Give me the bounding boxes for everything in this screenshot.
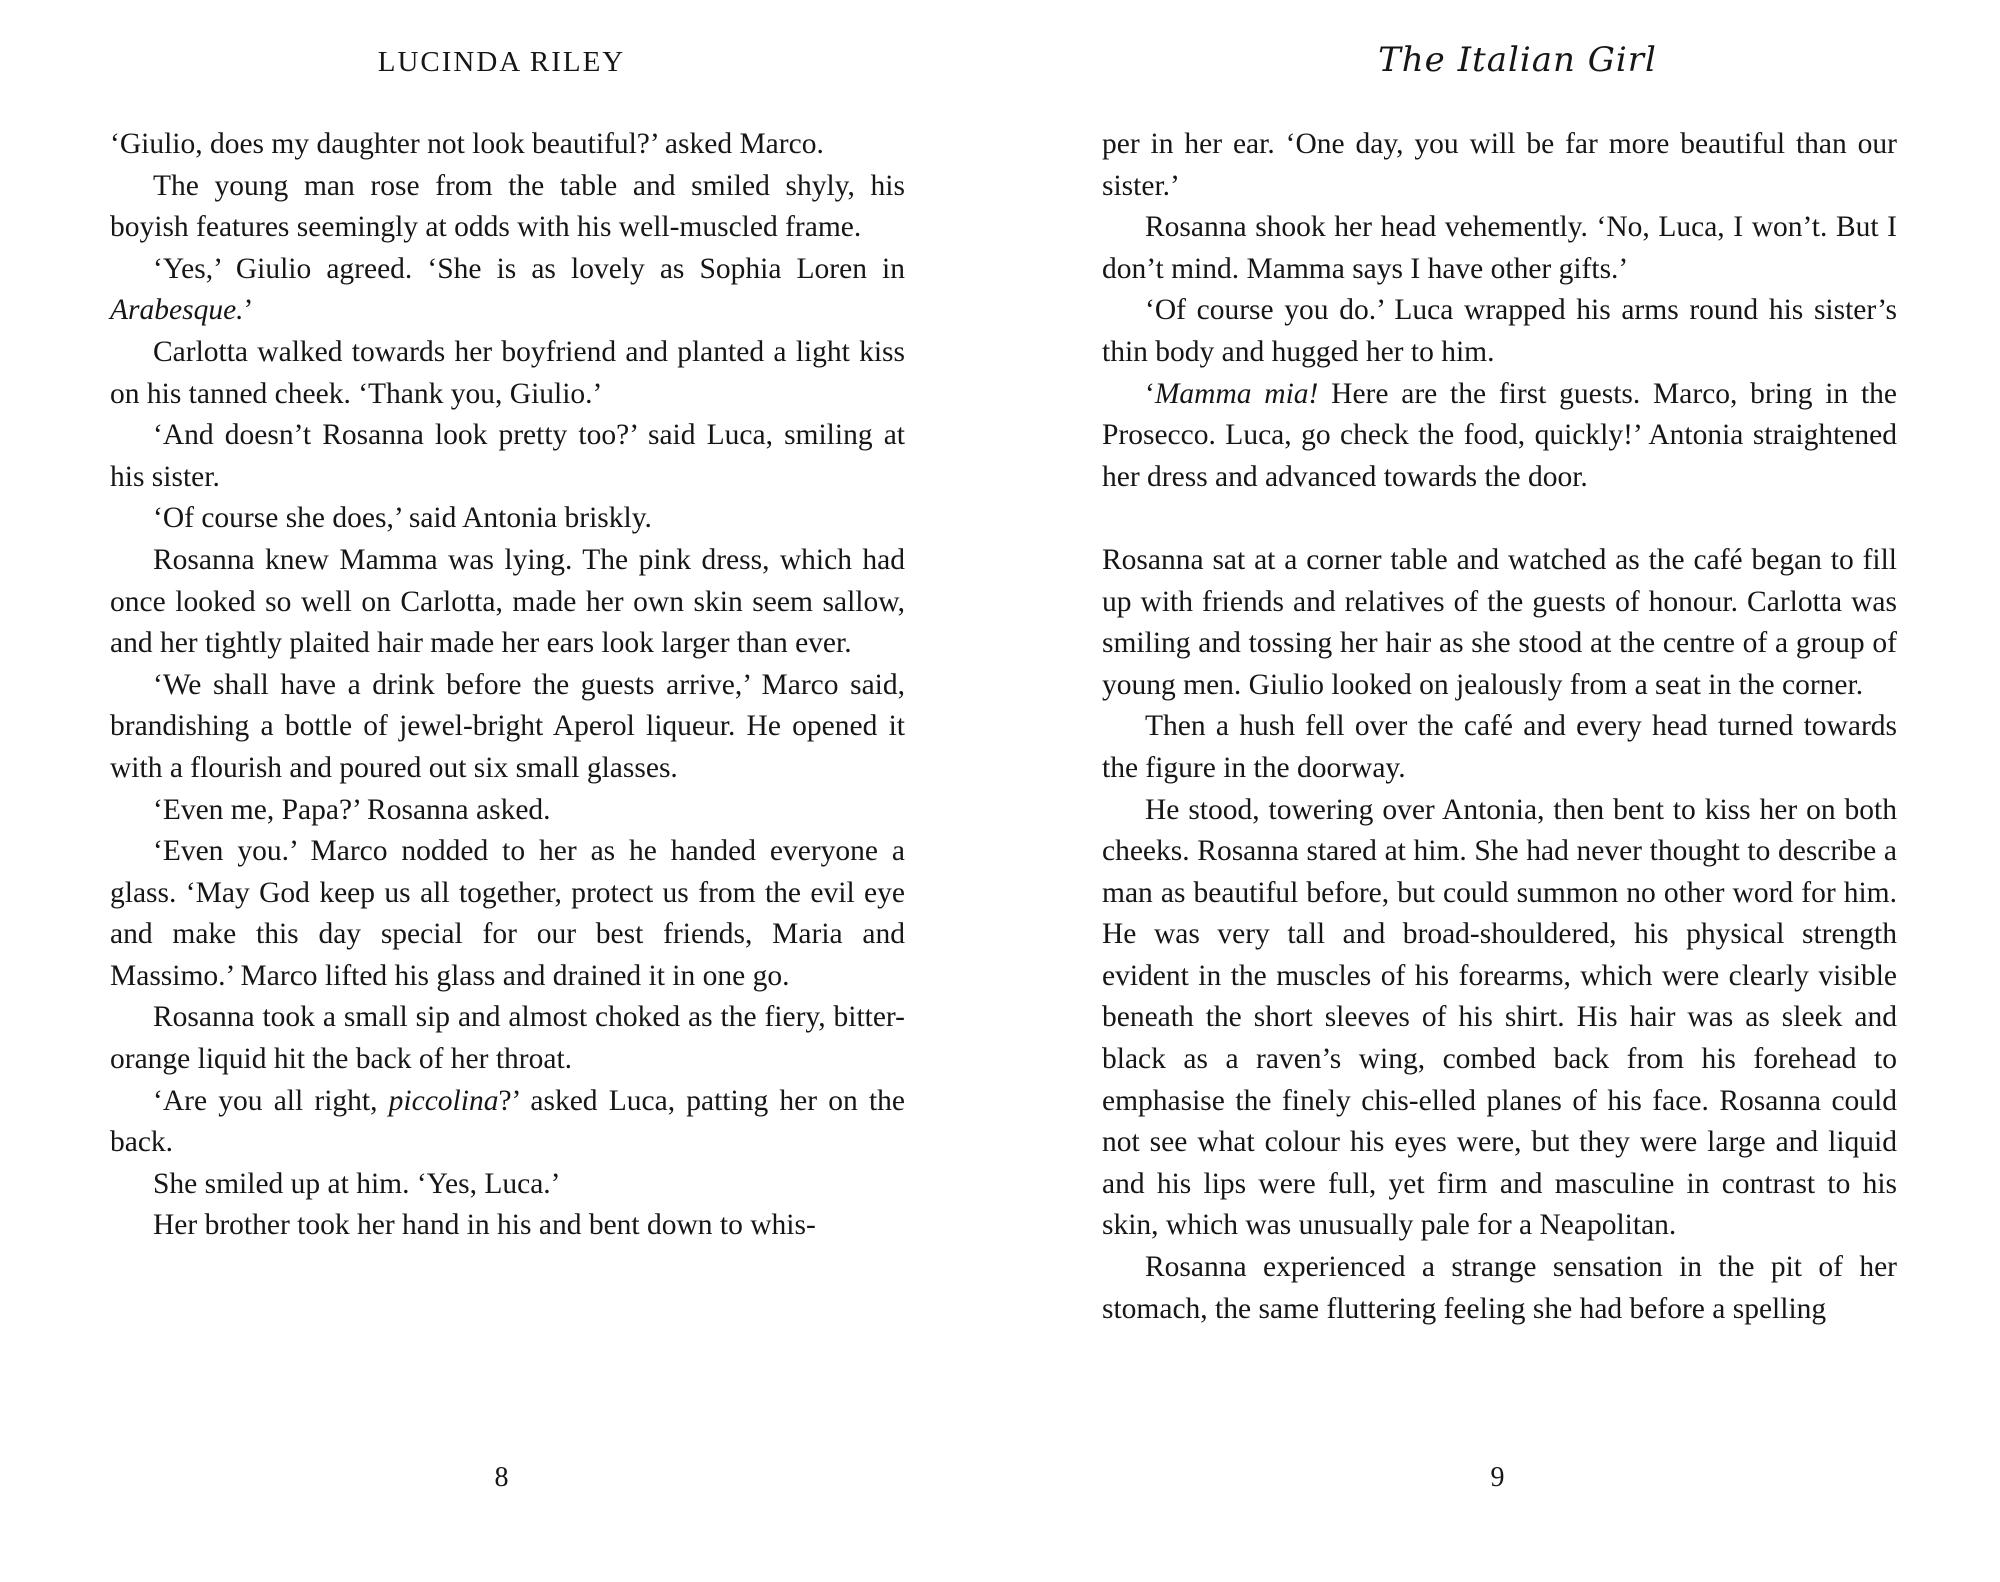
paragraph: Rosanna took a small sip and almost choked as the fiery, bitter-orange liquid hit the back of her throat. (110, 1001, 905, 1076)
paragraph: ‘Giulio, does my daughter not look beautiful?’ asked Marco. (110, 128, 824, 160)
paragraph: Rosanna shook her head vehemently. ‘No, Luca, I won’t. But I don’t mind. Mamma says I have other gifts.’ (1102, 211, 1897, 285)
running-head-author: LUCINDA RILEY (377, 46, 626, 78)
running-head-title: The Italian Girl (1378, 40, 1657, 80)
paragraph: Her brother took her hand in his and bent down to whis- (153, 1209, 816, 1242)
page-number: 9 (1490, 1462, 1505, 1493)
right-page-body (1102, 124, 1897, 1330)
paragraph: He stood, towering over Antonia, then bent to kiss her on both cheeks. Rosanna stared at him. She had never thought to describe a man as beautiful before, but could summon no other word for him. He was very tall and broad-shouldered, his physical strength evident in the muscles of his forearms, which were clearly visible beneath the short sleeves of his shirt. His hair was as sleek and black as a raven’s wing, combed back from his forehead to emphasise the finely chis-elled planes of his face. Rosanna could not see what colour his eyes were, but they were large and liquid and his lips were full, yet firm and masculine in contrast to his skin, which was unusually pale for a Neapolitan. (1102, 793, 1897, 1242)
paragraph: The young man rose from the table and smiled shyly, his boyish features seemingly at odds with his well-muscled frame. (110, 169, 905, 244)
paragraph: ‘Mamma mia! Here are the first guests. Marco, bring in the Prosecco. Luca, go check the food, quickly!’ Antonia straightened her dress and advanced towards the door. (1102, 377, 1897, 493)
paragraph: ‘Of course you do.’ Luca wrapped his arms round his sister’s thin body and hugged her to him. (1102, 294, 1897, 368)
paragraph: ‘Are you all right, piccolina?’ asked Luca, patting her on the back. (110, 1084, 905, 1159)
paragraph: Rosanna knew Mamma was lying. The pink dress, which had once looked so well on Carlotta, made her own skin seem sallow, and her tightly plaited hair made her ears look larger than ever. (110, 543, 905, 660)
paragraph: Rosanna experienced a strange sensation in the pit of her stomach, the same fluttering feeling she had before a spelling (1102, 1251, 1897, 1325)
left-page-body (110, 124, 905, 1247)
paragraph: ‘Even me, Papa?’ Rosanna asked. (153, 793, 551, 826)
page-number: 8 (494, 1462, 509, 1493)
paragraph: ‘Yes,’ Giulio agreed. ‘She is as lovely as Sophia Loren in Arabesque.’ (110, 252, 905, 327)
paragraph: Rosanna sat at a corner table and watched as the café began to fill up with friends and relatives of the guests of honour. Carlotta was smiling and tossing her hair as she stood at the centre of a group of young men. Giulio looked on jealously from a seat in the corner. (1102, 543, 1897, 701)
left-page (110, 0, 905, 1582)
paragraph: ‘And doesn’t Rosanna look pretty too?’ said Luca, smiling at his sister. (110, 419, 905, 493)
right-page (1102, 0, 1897, 1582)
paragraph: ‘Of course she does,’ said Antonia briskly. (153, 502, 652, 535)
paragraph: ‘Even you.’ Marco nodded to her as he handed everyone a glass. ‘May God keep us all together, protect us from the evil eye and make this day special for our best friends, Maria and Massimo.’ Marco lifted his glass and drained it in one go. (110, 835, 905, 992)
paragraph: She smiled up at him. ‘Yes, Luca.’ (153, 1167, 561, 1200)
paragraph: ‘We shall have a drink before the guests arrive,’ Marco said, brandishing a bottle of jewel-bright Aperol liqueur. He opened it with a flourish and poured out six small glasses. (110, 668, 905, 784)
paragraph: per in her ear. ‘One day, you will be far more beautiful than our sister.’ (1102, 128, 1897, 202)
paragraph: Then a hush fell over the café and every head turned towards the figure in the doorway. (1102, 710, 1897, 784)
paragraph: Carlotta walked towards her boyfriend and planted a light kiss on his tanned cheek. ‘Thank you, Giulio.’ (110, 335, 905, 410)
